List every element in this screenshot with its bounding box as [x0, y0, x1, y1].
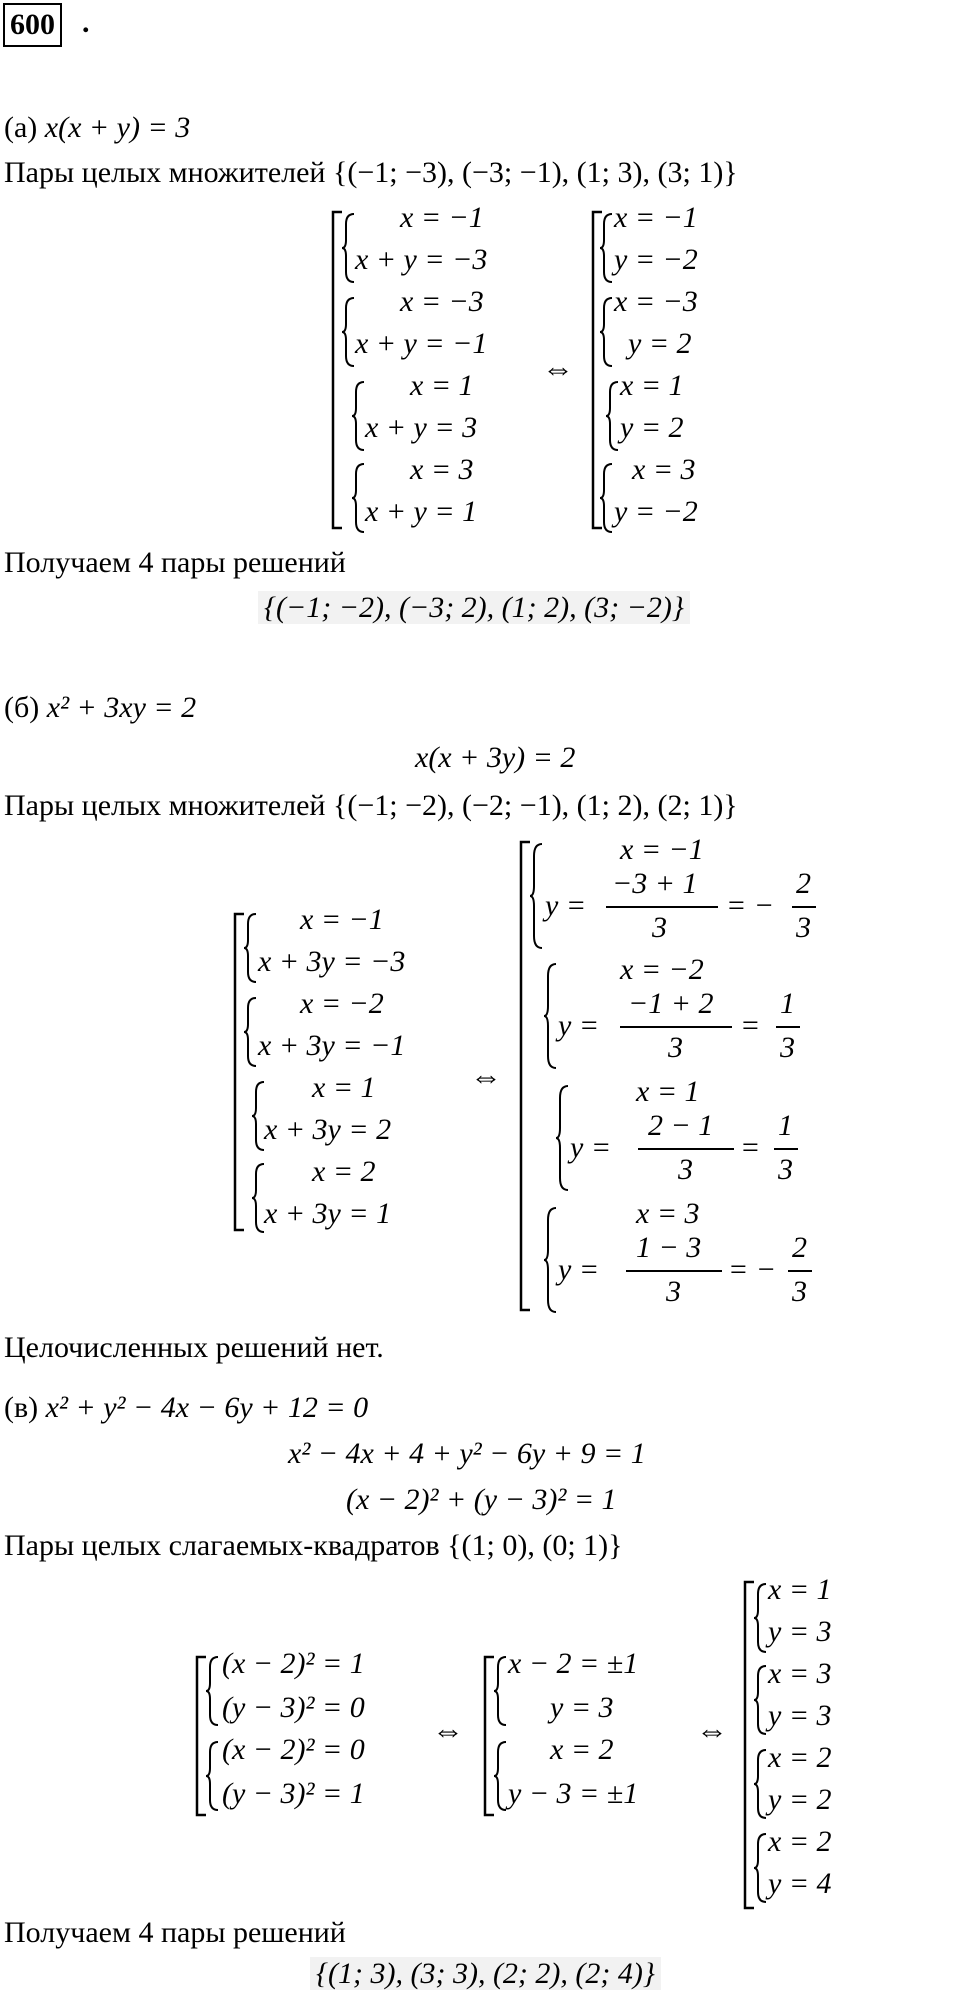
part-b-pairs: Пары целых множителей {(−1; −2), (−2; −1), (1; 2), (2; 1)}	[4, 789, 738, 822]
brace-icon	[244, 996, 258, 1068]
b-right-1-den: 3	[652, 911, 667, 944]
b-right-2-eq: =	[740, 1009, 761, 1042]
c-right-2-y: y = 3	[768, 1699, 832, 1732]
fraction-bar	[774, 1148, 798, 1151]
c-left-1-b: (y − 3)² = 0	[222, 1691, 365, 1724]
a-left-4-x: x = 3	[410, 453, 474, 486]
brace-icon	[206, 1740, 220, 1812]
c-right-1-y: y = 3	[768, 1615, 832, 1648]
part-b-equation: x² + 3xy = 2	[46, 691, 197, 724]
brace-icon	[244, 912, 258, 984]
part-a-result-set: {(−1; −2), (−3; 2), (1; 2), (3; −2)}	[258, 590, 690, 626]
b-left-1-x: x = −1	[300, 903, 384, 936]
b-right-3-num: 2 − 1	[648, 1109, 714, 1142]
fraction-bar	[792, 906, 816, 909]
c-right-2-x: x = 3	[768, 1657, 832, 1690]
brace-icon	[754, 1748, 768, 1820]
a-right-2-y: y = 2	[628, 327, 692, 360]
brace-icon	[494, 1740, 508, 1812]
problem-number: 600	[3, 3, 62, 47]
a-left-1-x: x = −1	[400, 201, 484, 234]
part-c-step2: (x − 2)² + (y − 3)² = 1	[346, 1483, 617, 1516]
b-right-3-eq: =	[740, 1131, 761, 1164]
c-left-1-a: (x − 2)² = 1	[222, 1647, 365, 1680]
b-left-1-sum: x + 3y = −3	[258, 945, 406, 978]
brace-icon	[606, 380, 620, 452]
a-right-1-y: y = −2	[614, 243, 698, 276]
b-right-2-num: −1 + 2	[628, 987, 714, 1020]
b-right-4-rden: 3	[792, 1275, 807, 1308]
b-right-2-x: x = −2	[620, 953, 704, 986]
b-right-1-x: x = −1	[620, 833, 704, 866]
b-right-2-rden: 3	[780, 1031, 795, 1064]
b-right-4-eq: = −	[728, 1253, 776, 1286]
brace-icon	[754, 1664, 768, 1736]
part-c-pairs: Пары целых слагаемых-квадратов {(1; 0), (0; 1)}	[4, 1529, 623, 1562]
brace-icon	[600, 462, 614, 534]
part-c-result-set: {(1; 3), (3; 3), (2; 2), (2; 4)}	[310, 1956, 661, 1992]
c-left-2-b: (y − 3)² = 1	[222, 1777, 365, 1810]
part-b-result-text: Целочисленных решений нет.	[4, 1331, 384, 1364]
problem-number-dot: .	[82, 6, 90, 39]
b-left-4-sum: x + 3y = 1	[264, 1197, 392, 1230]
b-right-1-num: −3 + 1	[612, 867, 698, 900]
brace-icon	[342, 296, 356, 368]
fraction-bar	[620, 1026, 732, 1029]
c-mid-1-a: x − 2 = ±1	[508, 1647, 639, 1680]
b-right-4-rnum: 2	[792, 1231, 807, 1264]
fraction-bar	[606, 906, 718, 909]
c-right-3-y: y = 2	[768, 1783, 832, 1816]
brace-icon	[206, 1655, 220, 1727]
a-right-4-x: x = 3	[632, 453, 696, 486]
c-right-4-x: x = 2	[768, 1825, 832, 1858]
equiv-arrow-c2: ⇔	[696, 1712, 728, 1748]
a-right-3-x: x = 1	[620, 369, 684, 402]
b-right-2-yprefix: y =	[558, 1009, 600, 1042]
part-b-heading	[4, 690, 196, 726]
b-right-3-den: 3	[678, 1153, 693, 1186]
part-a-label: (а)	[4, 111, 38, 144]
c-mid-2-b: y − 3 = ±1	[508, 1777, 639, 1810]
brace-icon	[494, 1655, 508, 1727]
fraction-bar	[626, 1270, 722, 1273]
c-mid-1-b: y = 3	[550, 1691, 614, 1724]
a-left-3-sum: x + y = 3	[365, 411, 478, 444]
part-c-step1: x² − 4x + 4 + y² − 6y + 9 = 1	[288, 1437, 646, 1470]
b-right-3-rden: 3	[778, 1153, 793, 1186]
c-right-4-y: y = 4	[768, 1867, 832, 1900]
a-right-4-y: y = −2	[614, 495, 698, 528]
brace-icon	[530, 842, 544, 950]
b-right-1-rden: 3	[796, 911, 811, 944]
c-left-2-a: (x − 2)² = 0	[222, 1733, 365, 1766]
b-right-2-den: 3	[668, 1031, 683, 1064]
b-right-4-x: x = 3	[636, 1197, 700, 1230]
b-right-3-x: x = 1	[636, 1075, 700, 1108]
brace-icon	[600, 212, 614, 284]
b-left-2-sum: x + 3y = −1	[258, 1029, 406, 1062]
b-left-4-x: x = 2	[312, 1155, 376, 1188]
equiv-arrow-b: ⇔	[470, 1058, 502, 1094]
part-c-label: (в)	[4, 1391, 39, 1424]
brace-icon	[754, 1832, 768, 1904]
brace-icon	[352, 462, 366, 534]
b-right-1-eq: = −	[726, 889, 774, 922]
part-c-equation: x² + y² − 4x − 6y + 12 = 0	[45, 1391, 369, 1424]
brace-icon	[556, 1084, 570, 1192]
c-right-3-x: x = 2	[768, 1741, 832, 1774]
a-left-4-sum: x + y = 1	[365, 495, 478, 528]
b-left-3-sum: x + 3y = 2	[264, 1113, 392, 1146]
brace-icon	[352, 380, 366, 452]
brace-icon	[754, 1582, 768, 1654]
brace-icon	[342, 212, 356, 284]
c-mid-2-a: x = 2	[550, 1733, 614, 1766]
equiv-arrow-c1: ⇔	[432, 1712, 464, 1748]
a-left-1-sum: x + y = −3	[355, 243, 488, 276]
b-right-3-yprefix: y =	[570, 1131, 612, 1164]
a-left-2-x: x = −3	[400, 285, 484, 318]
b-right-2-rnum: 1	[780, 987, 795, 1020]
b-right-4-den: 3	[666, 1275, 681, 1308]
fraction-bar	[638, 1148, 734, 1151]
a-right-1-x: x = −1	[614, 201, 698, 234]
brace-icon	[600, 296, 614, 368]
part-b-factored: x(x + 3y) = 2	[415, 741, 576, 774]
a-right-2-x: x = −3	[614, 285, 698, 318]
b-right-1-yprefix: y =	[545, 889, 587, 922]
a-left-2-sum: x + y = −1	[355, 327, 488, 360]
fraction-bar	[788, 1270, 812, 1273]
b-left-3-x: x = 1	[312, 1071, 376, 1104]
part-c-result-text: Получаем 4 пары решений	[4, 1916, 346, 1949]
b-right-4-yprefix: y =	[558, 1253, 600, 1286]
a-right-3-y: y = 2	[620, 411, 684, 444]
part-a-heading	[4, 110, 190, 146]
brace-icon	[544, 1206, 558, 1314]
part-a-equation: x(x + y) = 3	[44, 111, 191, 144]
part-a-pairs: Пары целых множителей {(−1; −3), (−3; −1), (1; 3), (3; 1)}	[4, 156, 738, 189]
brace-icon	[544, 962, 558, 1070]
c-right-1-x: x = 1	[768, 1573, 832, 1606]
equiv-arrow-a: ⇔	[542, 350, 574, 386]
fraction-bar	[776, 1026, 800, 1029]
part-c-heading	[4, 1390, 368, 1426]
b-right-3-rnum: 1	[778, 1109, 793, 1142]
b-left-2-x: x = −2	[300, 987, 384, 1020]
b-right-1-rnum: 2	[796, 867, 811, 900]
part-b-label: (б)	[4, 691, 40, 724]
part-a-result-text: Получаем 4 пары решений	[4, 546, 346, 579]
a-left-3-x: x = 1	[410, 369, 474, 402]
b-right-4-num: 1 − 3	[636, 1231, 702, 1264]
